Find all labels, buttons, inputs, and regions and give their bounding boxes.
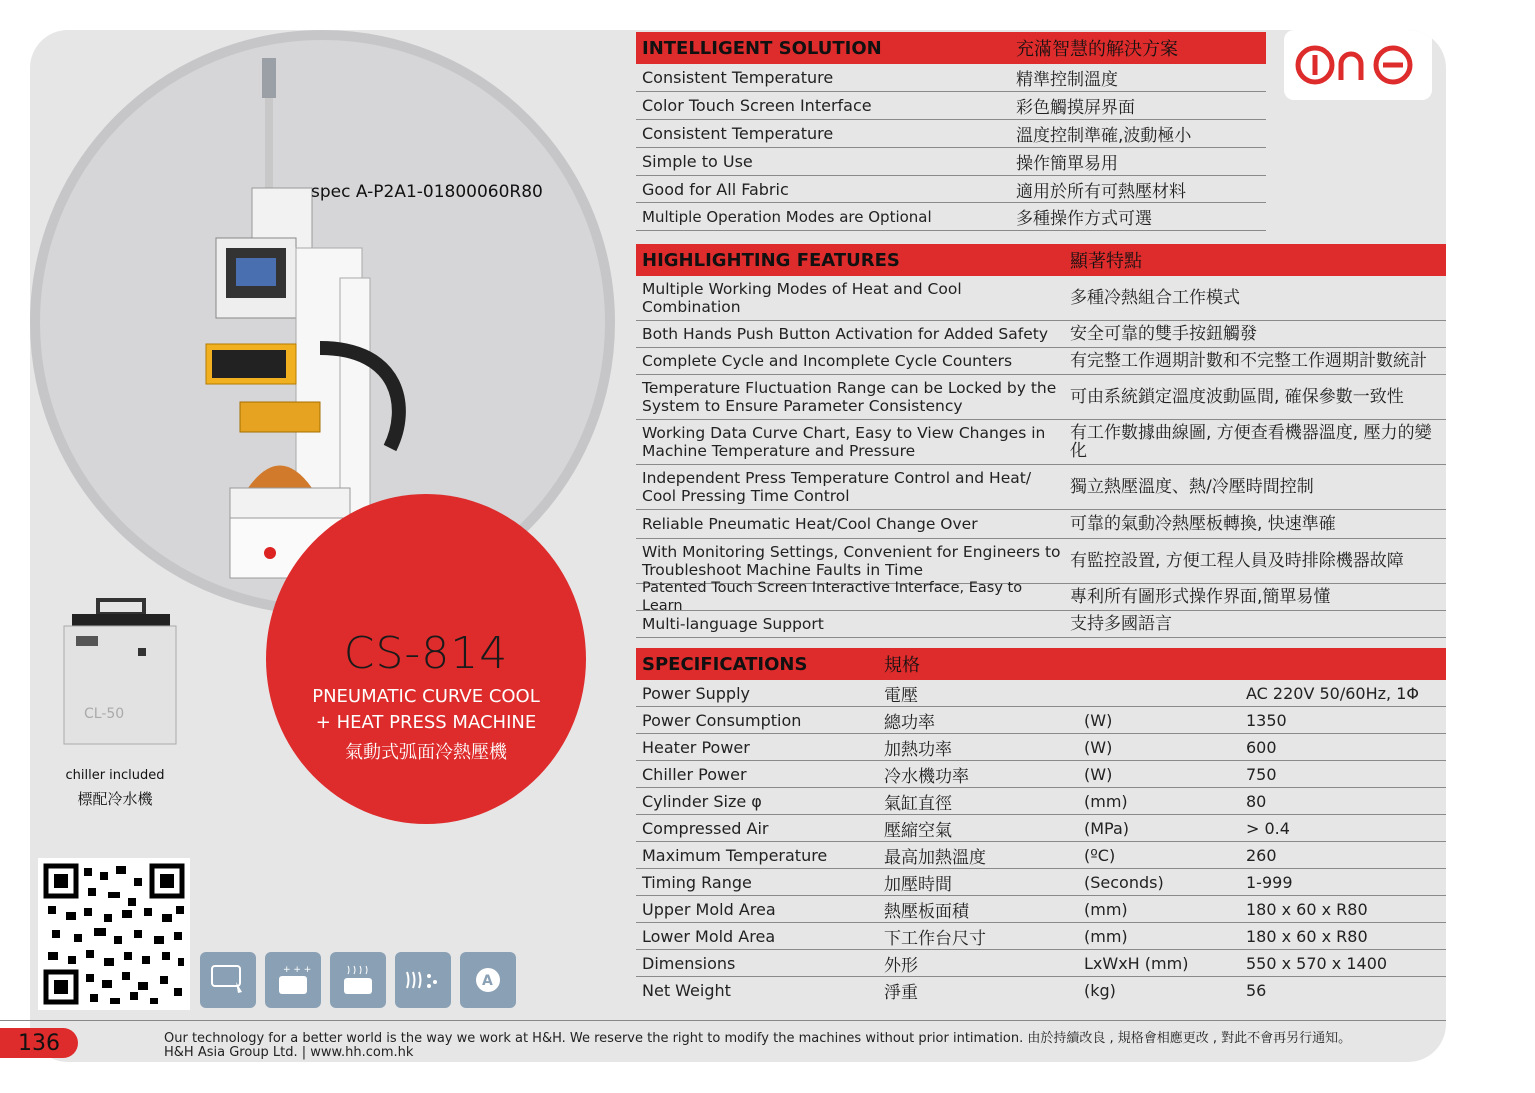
spec-row-unit: (kg): [1084, 980, 1116, 1000]
intelligent-row-zh: 操作簡單易用: [1016, 154, 1118, 174]
feature-row-zh: 多種冷熱組合工作模式: [1070, 288, 1240, 308]
feature-row-en: Both Hands Push Button Activation for Added Safety: [642, 325, 1048, 343]
spec-row-value: 1-999: [1246, 872, 1293, 892]
intelligent-row-en: Simple to Use: [642, 152, 753, 171]
spec-row-zh: 電壓: [884, 685, 918, 706]
spec-row-value: 550 x 570 x 1400: [1246, 953, 1388, 973]
intelligent-row: [636, 203, 1266, 231]
spec-row: [636, 923, 1446, 950]
spec-row-zh: 外形: [884, 955, 918, 976]
spec-row-zh: 冷水機功率: [884, 766, 969, 787]
spec-row-zh: 下工作台尺寸: [884, 928, 986, 949]
feature-row-en: Multi-language Support: [642, 615, 824, 633]
spec-row-value: 260: [1246, 845, 1277, 865]
feature-row-zh: 安全可靠的雙手按鈕觸發: [1070, 324, 1257, 344]
intelligent-solution-section: [636, 32, 1266, 231]
spec-row-unit: (W): [1084, 710, 1113, 730]
machine-name-line1: PNEUMATIC CURVE COOL: [312, 686, 540, 707]
feature-row: [636, 321, 1446, 348]
machine-name-zh: 氣動式弧面冷熱壓機: [345, 742, 507, 763]
spec-row: [636, 707, 1446, 734]
spec-row-unit: (ºC): [1084, 845, 1116, 865]
intelligent-row-en: Multiple Operation Modes are Optional: [642, 207, 932, 226]
touch-screen-icon: [200, 952, 256, 1008]
svg-text:A: A: [482, 973, 493, 989]
spec-row-unit: (W): [1084, 737, 1113, 757]
specs-title-en: SPECIFICATIONS: [642, 653, 808, 675]
spec-row-unit: LxWxH (mm): [1084, 953, 1189, 973]
spec-row-en: Power Supply: [642, 683, 750, 703]
features-title-en: HIGHLIGHTING FEATURES: [642, 249, 900, 271]
feature-row: [636, 611, 1446, 638]
spec-row-value: 180 x 60 x R80: [1246, 899, 1368, 919]
spec-row-unit: (W): [1084, 764, 1113, 784]
spec-row-en: Compressed Air: [642, 818, 769, 838]
specifications-section: [636, 648, 1446, 1003]
spec-row: [636, 842, 1446, 869]
intelligent-row-zh: 適用於所有可熱壓材料: [1016, 181, 1186, 202]
spec-row-value: 80: [1246, 791, 1267, 811]
auto-mode-icon: [460, 952, 516, 1008]
spec-row: [636, 977, 1446, 1003]
feature-row-en: Temperature Fluctuation Range can be Locked by the System to Ensure Parameter Consistency: [642, 379, 1057, 415]
feature-row-en: Multiple Working Modes of Heat and Cool Combination: [642, 280, 962, 316]
feature-row: [636, 348, 1446, 375]
spec-row-zh: 熱壓板面積: [884, 901, 969, 922]
spec-row-value: 750: [1246, 764, 1277, 784]
svg-text:+ + +: + + +: [283, 965, 312, 975]
intelligent-title-zh: 充滿智慧的解決方案: [1016, 39, 1178, 60]
chiller-caption-zh: 標配冷水機: [77, 790, 153, 808]
intelligent-row: [636, 64, 1266, 92]
spec-row-zh: 最高加熱溫度: [884, 847, 986, 868]
feature-row-en: With Monitoring Settings, Convenient for Engineers to Troubleshoot Machine Faults in Time: [642, 543, 1061, 579]
spec-row-en: Net Weight: [642, 980, 731, 1000]
feature-row: [636, 465, 1446, 510]
spec-row-value: > 0.4: [1246, 818, 1290, 838]
intelligent-row-zh: 精準控制溫度: [1016, 70, 1118, 90]
spec-row-unit: (mm): [1084, 899, 1128, 919]
feature-row-en: Patented Touch Screen Interactive Interface, Easy to Learn: [642, 580, 1023, 614]
feature-row-zh: 有工作數據曲線圖, 方便查看機器溫度, 壓力的變化: [1070, 423, 1432, 461]
spec-row-zh: 壓縮空氣: [884, 820, 952, 841]
intelligent-row-en: Consistent Temperature: [642, 68, 834, 87]
features-title-zh: 顯著特點: [1070, 251, 1142, 272]
spec-row-value: AC 220V 50/60Hz, 1Φ: [1246, 683, 1419, 703]
specs-title-zh: 規格: [884, 655, 920, 676]
spec-row-en: Maximum Temperature: [642, 845, 828, 865]
chiller-image: [62, 598, 180, 748]
spec-row-zh: 淨重: [884, 982, 918, 1003]
spec-row-en: Upper Mold Area: [642, 899, 776, 919]
spec-row-en: Power Consumption: [642, 710, 802, 730]
feature-row-en: Independent Press Temperature Control and Heat/ Cool Pressing Time Control: [642, 469, 1032, 505]
spec-row-value: 180 x 60 x R80: [1246, 926, 1368, 946]
spec-row-en: Chiller Power: [642, 764, 747, 784]
intelligent-row-en: Color Touch Screen Interface: [642, 96, 872, 115]
cool-plate-icon: [330, 952, 386, 1008]
spec-row: [636, 815, 1446, 842]
feature-row-en: Complete Cycle and Incomplete Cycle Counters: [642, 352, 1013, 370]
spec-row-en: Lower Mold Area: [642, 926, 776, 946]
feature-row: [636, 420, 1446, 465]
spec-row-zh: 氣缸直徑: [884, 793, 952, 814]
spec-row-unit: (mm): [1084, 791, 1128, 811]
spec-row-unit: (mm): [1084, 926, 1128, 946]
spec-row-zh: 加熱功率: [884, 739, 952, 760]
footer-divider: [0, 1020, 1446, 1021]
feature-row-en: Working Data Curve Chart, Easy to View Changes in Machine Temperature and Pressure: [642, 424, 1046, 460]
feature-row: [636, 375, 1446, 420]
spec-row-en: Cylinder Size φ: [642, 791, 762, 811]
highlighting-features-section: [636, 244, 1446, 638]
feature-row: [636, 539, 1446, 584]
intelligent-title-en: INTELLIGENT SOLUTION: [642, 37, 882, 59]
feature-row-zh: 支持多國語言: [1070, 614, 1172, 634]
intelligent-row-zh: 溫度控制準確,波動極小: [1016, 126, 1192, 146]
footer-disclaimer: Our technology for a better world is the way we work at H&H. We reserve the right to modify the machines without prior intimation. 由於持續改良 , 規格會相應更改 , 對此不會再另行通知。: [164, 1031, 1352, 1046]
feature-row: [636, 580, 1446, 614]
feature-row-zh: 有完整工作週期計數和不完整工作週期計數統計: [1070, 351, 1427, 371]
spec-row: [636, 734, 1446, 761]
spec-row-value: 1350: [1246, 710, 1287, 730]
spec-row-en: Dimensions: [642, 953, 736, 973]
spec-row: [636, 869, 1446, 896]
intelligent-row-en: Good for All Fabric: [642, 179, 789, 199]
feature-row-zh: 有監控設置, 方便工程人員及時排除機器故障: [1070, 551, 1404, 571]
intelligent-row: [636, 176, 1266, 203]
spec-row-en: Timing Range: [642, 872, 752, 892]
spec-row: [636, 761, 1446, 788]
feature-row-en: Reliable Pneumatic Heat/Cool Change Over: [642, 515, 978, 533]
intelligent-row: [636, 92, 1266, 120]
feature-row-zh: 可靠的氣動冷熱壓板轉換, 快速準確: [1070, 514, 1336, 534]
feature-row: [636, 276, 1446, 321]
chiller-caption-en: chiller included: [65, 768, 165, 783]
spec-row-value: 56: [1246, 980, 1267, 1000]
machine-name-line2: + HEAT PRESS MACHINE: [315, 712, 537, 733]
intelligent-header: [636, 32, 1266, 64]
spec-row-value: 600: [1246, 737, 1277, 757]
heat-plate-icon: [265, 952, 321, 1008]
intelligent-row-zh: 多種操作方式可選: [1016, 209, 1152, 229]
feature-icons: [200, 952, 516, 1008]
page-number: 136: [0, 1028, 78, 1058]
pneumatic-icon: [395, 952, 451, 1008]
qr-code[interactable]: [38, 858, 190, 1010]
intelligent-row-zh: 彩色觸摸屏界面: [1016, 98, 1135, 118]
feature-row: [636, 510, 1446, 539]
spec-row-zh: 總功率: [884, 712, 935, 733]
spec-row-unit: (Seconds): [1084, 872, 1164, 892]
brand-logo: [1284, 30, 1432, 100]
spec-row: [636, 788, 1446, 815]
spec-row: [636, 896, 1446, 923]
features-header: [636, 244, 1446, 276]
intelligent-row: [636, 120, 1266, 148]
spec-row: [636, 950, 1446, 977]
footer-company[interactable]: H&H Asia Group Ltd. | www.hh.com.hk: [164, 1045, 414, 1060]
intelligent-row-en: Consistent Temperature: [642, 124, 834, 143]
spec-row-unit: (MPa): [1084, 818, 1130, 838]
intelligent-row: [636, 148, 1266, 176]
feature-row-zh: 專利所有圖形式操作界面,簡單易懂: [1070, 587, 1331, 607]
specs-header: [636, 648, 1446, 680]
spec-row-en: Heater Power: [642, 737, 750, 757]
spec-row: [636, 680, 1446, 707]
feature-row-zh: 可由系統鎖定溫度波動區間, 確保參數一致性: [1070, 387, 1404, 407]
spec-row-zh: 加壓時間: [884, 874, 952, 895]
model-number: CS-814: [343, 628, 509, 679]
feature-row-zh: 獨立熱壓溫度、熱/冷壓時間控制: [1070, 477, 1314, 497]
spec-code: spec A-P2A1-01800060R80: [311, 182, 543, 202]
brochure-panel: [30, 30, 1446, 1062]
chiller-model-label: CL-50: [84, 706, 125, 722]
